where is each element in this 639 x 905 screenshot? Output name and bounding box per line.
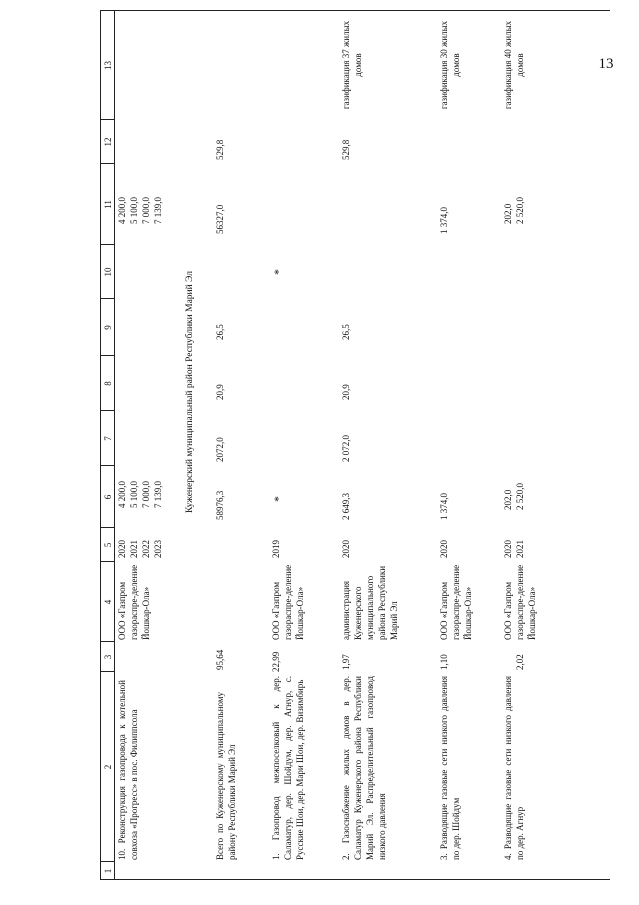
row-2-length: 1,97	[341, 654, 351, 670]
row-2-years: 2020	[341, 540, 351, 558]
col-header-1: 1	[103, 868, 113, 874]
col-header-12: 12	[103, 137, 113, 147]
col-header-6: 6	[103, 494, 113, 500]
total-c9: 26,5	[215, 324, 225, 340]
row-2-name: 2. Газоснабжение жилых домов в дер. Саламатур Куженерского района Республики Марий Эл. Распределительный газопровод низкого давления	[341, 676, 387, 860]
row-10-c6: 4 200,0 5 100,0 7 000,0 7 139,0	[117, 481, 163, 508]
col-header-10: 10	[103, 267, 113, 277]
row-4-years: 2020 2021	[503, 540, 525, 558]
row-2-c6: 2 649,3	[341, 493, 351, 520]
table-top-border	[100, 10, 101, 880]
row-1-contractor: ООО «Газпром газораспре-деление Йошкар-Ола»	[271, 564, 305, 640]
data-table	[100, 10, 610, 880]
col-header-3: 3	[103, 654, 113, 660]
row-1-years: 2019	[271, 540, 281, 558]
row-4-c11: 202,0 2 520,0	[503, 197, 525, 224]
row-4-contractor: ООО «Газпром газораспре-деление Йошкар-Ола»	[503, 564, 537, 640]
row-10-c11: 4 200,0 5 100,0 7 000,0 7 139,0	[117, 197, 163, 224]
row-3-c6: 1 374,0	[439, 493, 449, 520]
row-4-length: 2,02	[515, 654, 525, 670]
total-c6: 58976,3	[215, 490, 225, 520]
section-heading: Куженерский муниципальный район Республики Марий Эл	[185, 271, 195, 513]
row-1-length: 22,99	[271, 651, 281, 672]
row-2-contractor: администрация Куженерского муниципального района Республики Марий Эл	[341, 565, 399, 640]
row-4-note: газификация 40 жилых домов	[503, 20, 525, 110]
row-10-years: 2020 2021 2022 2023	[117, 540, 163, 558]
total-name: Всего по Куженерскому муниципальному району Республики Марий Эл	[215, 692, 237, 860]
total-c12: 529,8	[215, 139, 225, 160]
row-3-c11: 1 374,0	[439, 207, 449, 234]
row-2-c12: 529,8	[341, 139, 351, 160]
col-header-9: 9	[103, 325, 113, 330]
col-header-7: 7	[103, 436, 113, 441]
col-header-8: 8	[103, 381, 113, 386]
total-length: 95,64	[215, 649, 225, 670]
row-3-years: 2020	[439, 540, 449, 558]
col-header-4: 4	[103, 599, 113, 605]
col-header-11: 11	[103, 200, 113, 209]
row-2-c7: 2 072,0	[341, 435, 351, 462]
row-3-length: 1,10	[439, 654, 449, 670]
total-c8: 20,9	[215, 384, 225, 400]
col-header-5: 5	[103, 542, 113, 548]
col-border-0	[100, 879, 610, 880]
row-1-c6: *	[271, 496, 285, 502]
header-row-border	[114, 10, 115, 880]
row-2-c9: 26,5	[341, 324, 351, 340]
row-10-name: 10. Реконструкция газопровода к котельной совхоза «Прогресс» в пос. Филиппсола	[117, 680, 139, 860]
row-4-name: 4. Разводящие газовые сети низкого давления по дер. Агнур	[503, 676, 525, 860]
row-4-c6: 202,0 2 520,0	[503, 483, 525, 510]
row-1-name: 1. Газопровод межпоселковый к дер. Саламатур, дер. Шойдум, дер. Агнур, с. Русские Шои, дер. Мари Шои, дер. Визимбирь	[271, 676, 305, 860]
row-3-contractor: ООО «Газпром газораспре-деление Йошкар-Ола»	[439, 564, 473, 640]
col-header-2: 2	[103, 764, 113, 770]
row-3-note: газификация 30 жилых домов	[439, 20, 461, 110]
total-c7: 2072,0	[215, 437, 225, 462]
col-header-13: 13	[103, 61, 113, 70]
row-1-c10: *	[271, 269, 285, 275]
row-3-name: 3. Разводящие газовые сети низкого давления по дер. Шойдум	[439, 676, 461, 860]
row-2-c8: 20,9	[341, 384, 351, 400]
row-2-note: газификация 37 жилых домов	[341, 20, 363, 110]
col-border-13	[100, 10, 610, 11]
row-10-contractor: ООО «Газпром газораспре-деление Йошкар-Ола»	[117, 564, 151, 640]
page-number: 13	[598, 56, 614, 72]
total-c11: 56327,0	[215, 204, 225, 234]
